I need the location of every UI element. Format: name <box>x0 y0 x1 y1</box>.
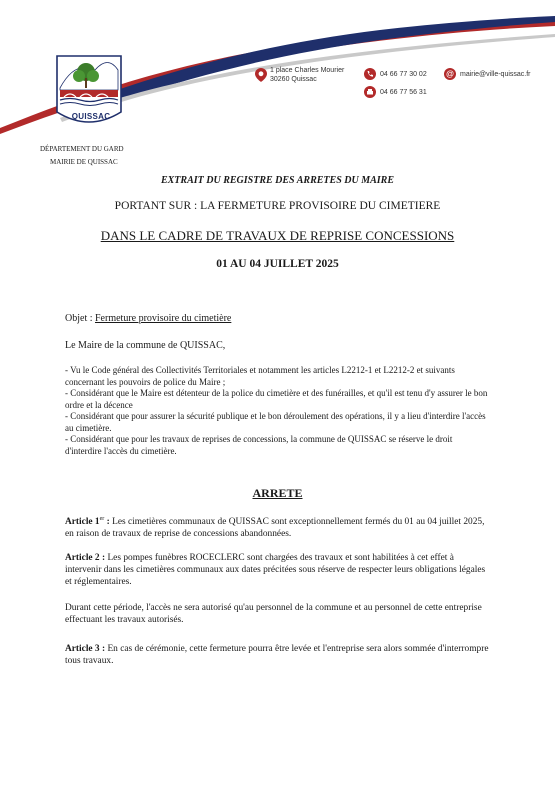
location-pin-icon <box>255 68 267 82</box>
article-1-text: Les cimetières communaux de QUISSAC sont exceptionnellement fermés du 01 au 04 juillet 2025, en raison de travaux de reprise de concessions abandonnées. <box>65 517 485 540</box>
period-paragraph: Durant cette période, l'accès ne sera autorisé qu'au personnel de la commune et au personnel de cette entreprise effectuant les travaux autorisés. <box>65 603 482 625</box>
phone-number: 04 66 77 30 02 <box>380 71 427 78</box>
mairie-line: MAIRIE DE QUISSAC <box>50 158 118 166</box>
article-3 <box>65 643 490 667</box>
article-2 <box>65 552 490 588</box>
context-title: DANS LE CADRE DE TRAVAUX DE REPRISE CONCESSIONS <box>100 228 455 243</box>
extract-title: EXTRAIT DU REGISTRE DES ARRETES DU MAIRE <box>160 175 395 186</box>
fax-icon <box>364 86 376 98</box>
phone-icon <box>364 68 376 80</box>
fax-number: 04 66 77 56 31 <box>380 89 427 96</box>
article-3-text: En cas de cérémonie, cette fermeture pourra être levée et l'entreprise sera alors sommée d'interrompre tous travaux. <box>65 644 489 666</box>
arrete-heading: ARRETE <box>252 486 303 500</box>
logo-text: QUISSAC <box>71 112 111 121</box>
consideration-item: - Vu le Code général des Collectivités Territoriales et notamment les articles L2212-1 et L2212-2 et suivants concernant les pouvoirs de police du Maire ; <box>65 365 455 387</box>
address-line1: 1 place Charles Mourier <box>270 67 345 74</box>
article-2-text: Les pompes funèbres ROCECLERC sont chargées des travaux et sont habilitées à cet effet à intervenir dans les cimetières communaux aux dates précitées sous réserve de respecter leurs obligations légales et réglementaires. <box>65 553 486 587</box>
email-address: mairie@ville-quissac.fr <box>460 71 531 78</box>
article-2-label: Article 2 : <box>65 553 106 563</box>
department-line: DÉPARTEMENT DU GARD <box>40 145 124 153</box>
article-1 <box>65 513 490 540</box>
at-sign-icon <box>444 68 456 80</box>
consideration-item: - Considérant que le Maire est détenteur de la police du cimetière et des funérailles, et qu'il est tenu d'y assurer le bon ordre et la décence <box>65 388 488 410</box>
subject-title: PORTANT SUR : LA FERMETURE PROVISOIRE DU CIMETIERE <box>114 200 441 212</box>
address-line2: 30260 Quissac <box>270 76 317 83</box>
consideration-item: - Considérant que pour assurer la sécurité publique et le bon déroulement des opérations, il y a lieu d'interdire l'accès au cimetière. <box>65 411 486 433</box>
svg-text:@: @ <box>446 69 454 79</box>
article-3-label: Article 3 : <box>65 644 106 654</box>
article-1-colon: : <box>104 517 110 528</box>
address <box>270 66 344 84</box>
objet-value: Fermeture provisoire du cimetière <box>95 313 232 324</box>
consideration-item: - Considérant que pour les travaux de reprises de concessions, la commune de QUISSAC se réserve le droit d'interdire l'accès du cimetière. <box>65 434 453 456</box>
objet-line <box>65 313 490 325</box>
considerations <box>65 365 490 457</box>
article-1-label: Article 1 <box>65 517 100 528</box>
maire-line: Le Maire de la commune de QUISSAC, <box>65 340 226 351</box>
dates-title: 01 AU 04 JUILLET 2025 <box>216 258 339 270</box>
objet-label: Objet : <box>65 313 95 324</box>
article-1-sup: er <box>99 516 105 522</box>
